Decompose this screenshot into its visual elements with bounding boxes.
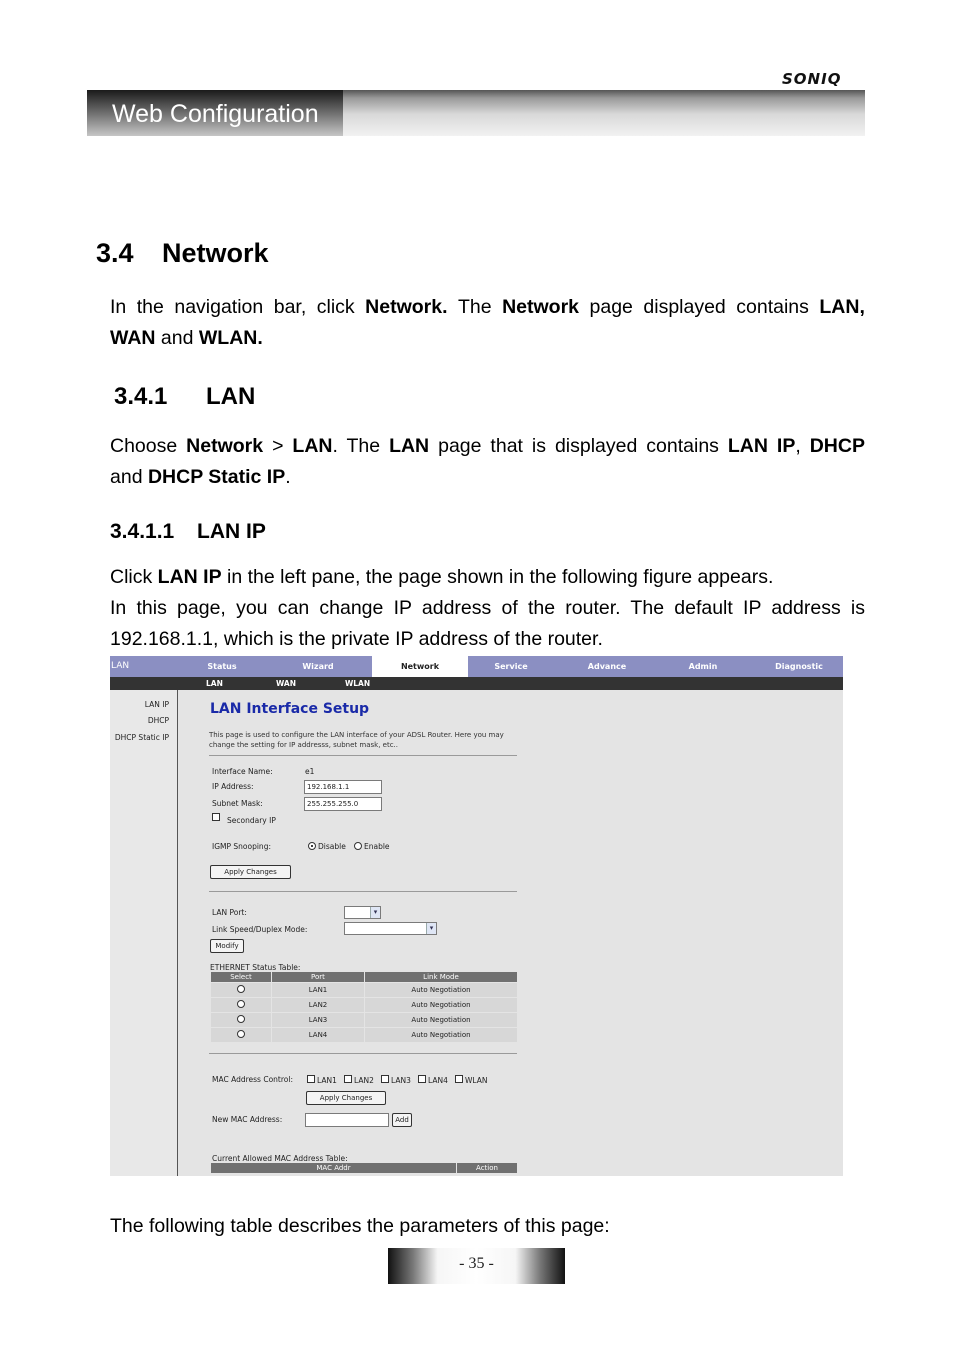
secondary-ip-checkbox[interactable] — [212, 813, 220, 821]
subsection-heading — [114, 383, 255, 411]
link-mode-cell: Auto Negotiation — [365, 1013, 518, 1028]
brand-logo: SONIQ — [782, 70, 842, 88]
lanip-line-3: 192.168.1.1, which is the private IP address of the router. — [110, 628, 603, 650]
mac-lan2-checkbox[interactable] — [344, 1075, 352, 1083]
ip-address-input[interactable]: 192.168.1.1 — [304, 780, 382, 794]
subsubsection-title: LAN IP — [197, 520, 266, 543]
eth-table-title: ETHERNET Status Table: — [210, 963, 301, 972]
router-tab-network[interactable]: Network — [372, 656, 468, 677]
chevron-down-icon: ▾ — [370, 907, 380, 918]
router-tab-admin[interactable]: Admin — [688, 662, 718, 671]
divider — [209, 891, 517, 892]
interface-name-value: e1 — [305, 767, 315, 776]
secondary-ip-label: Secondary IP — [227, 816, 276, 825]
eth-header-port: Port — [272, 972, 365, 983]
igmp-label: IGMP Snooping: — [212, 842, 271, 851]
router-content — [179, 690, 843, 1176]
mac-lan4-label: LAN4 — [428, 1076, 448, 1085]
modify-button[interactable]: Modify — [210, 939, 244, 953]
lan-port-select[interactable] — [344, 906, 381, 919]
interface-name-label: Interface Name: — [212, 767, 273, 776]
link-mode-label: Link Speed/Duplex Mode: — [212, 925, 308, 934]
divider — [209, 1053, 517, 1054]
link-mode-cell: Auto Negotiation — [365, 1028, 518, 1043]
ip-address-label: IP Address: — [212, 782, 254, 791]
mac-lan3-checkbox[interactable] — [381, 1075, 389, 1083]
select-radio[interactable] — [237, 1015, 245, 1023]
lan-port-label: LAN Port: — [212, 908, 247, 917]
igmp-enable-radio[interactable] — [354, 842, 362, 850]
subsection-title: LAN — [206, 383, 256, 410]
mac-wlan-label: WLAN — [465, 1076, 488, 1085]
intro-line-2: WAN and WLAN. — [110, 327, 263, 349]
igmp-disable-radio[interactable] — [308, 842, 316, 850]
add-button[interactable]: Add — [392, 1113, 412, 1127]
select-radio[interactable] — [237, 1030, 245, 1038]
lan-line-1: Choose Network > LAN. The LAN page that is displayed contains LAN IP, DHCP — [110, 435, 865, 457]
mac-lan4-checkbox[interactable] — [418, 1075, 426, 1083]
router-tab-diagnostic[interactable]: Diagnostic — [775, 662, 823, 671]
router-screenshot — [110, 656, 843, 1176]
router-sub-nav — [110, 677, 843, 690]
table-row — [211, 1028, 518, 1043]
router-tab-wizard[interactable]: Wizard — [302, 662, 334, 671]
page-footer — [388, 1248, 565, 1284]
mac-apply-changes-button[interactable]: Apply Changes — [306, 1091, 386, 1105]
table-row — [211, 998, 518, 1013]
left-link-dhcp-static-ip[interactable]: DHCP Static IP — [114, 733, 169, 742]
select-radio[interactable] — [237, 1000, 245, 1008]
mac-control-label: MAC Address Control: — [212, 1075, 293, 1084]
router-tab-service[interactable]: Service — [494, 662, 528, 671]
subsubsection-number: 3.4.1.1 — [110, 520, 175, 543]
new-mac-label: New MAC Address: — [212, 1115, 283, 1124]
router-tab-advance[interactable]: Advance — [587, 662, 627, 671]
mac-wlan-checkbox[interactable] — [455, 1075, 463, 1083]
subsection-number: 3.4.1 — [114, 383, 168, 410]
apply-changes-button[interactable]: Apply Changes — [210, 865, 291, 879]
section-number: 3.4 — [96, 238, 134, 268]
closing-line: The following table describes the parameters of this page: — [110, 1215, 610, 1237]
lanip-paragraph — [110, 562, 865, 655]
lanip-line-2: In this page, you can change IP address of the router. The default IP address is — [110, 597, 865, 619]
router-page-description: This page is used to configure the LAN interface of your ADSL Router. Here you may change the setting for IP addresss, subnet mask, etc.. — [209, 731, 504, 749]
port-cell: LAN1 — [272, 983, 365, 998]
table-row — [211, 983, 518, 998]
igmp-enable-label: Enable — [364, 842, 390, 851]
section-title: Network — [162, 238, 269, 268]
subsubsection-heading — [110, 520, 266, 544]
link-mode-cell: Auto Negotiation — [365, 998, 518, 1013]
subnet-mask-label: Subnet Mask: — [212, 799, 263, 808]
mac-lan3-label: LAN3 — [391, 1076, 411, 1085]
left-link-lan-ip[interactable]: LAN IP — [144, 700, 169, 709]
router-subtab-lan[interactable]: LAN — [206, 679, 223, 688]
left-link-dhcp[interactable]: DHCP — [147, 716, 169, 725]
ethernet-status-table — [210, 971, 518, 1043]
section-heading — [96, 238, 269, 269]
chevron-down-icon: ▾ — [426, 923, 436, 934]
mac-table-title: Current Allowed MAC Address Table: — [212, 1154, 348, 1163]
mac-lan1-checkbox[interactable] — [307, 1075, 315, 1083]
router-page-title: LAN Interface Setup — [210, 701, 370, 717]
intro-line-1: In the navigation bar, click Network. The Network page displayed contains LAN, — [110, 296, 865, 318]
port-cell: LAN4 — [272, 1028, 365, 1043]
port-cell: LAN2 — [272, 998, 365, 1013]
new-mac-input[interactable] — [305, 1113, 389, 1127]
intro-paragraph — [110, 292, 865, 354]
link-mode-select[interactable] — [344, 922, 437, 935]
subnet-mask-input[interactable]: 255.255.255.0 — [304, 797, 382, 811]
mac-header-action: Action — [457, 1163, 518, 1174]
section-header-title: Web Configuration — [112, 100, 319, 128]
eth-header-select: Select — [211, 972, 272, 983]
mac-address-table — [210, 1162, 518, 1174]
port-cell: LAN3 — [272, 1013, 365, 1028]
closing-paragraph — [110, 1211, 865, 1242]
select-radio[interactable] — [237, 985, 245, 993]
mac-lan2-label: LAN2 — [354, 1076, 374, 1085]
router-subtab-wan[interactable]: WAN — [276, 679, 297, 688]
router-subtab-wlan[interactable]: WLAN — [345, 679, 371, 688]
router-top-nav — [110, 656, 843, 677]
eth-header-link-mode: Link Mode — [365, 972, 518, 983]
router-tab-status[interactable]: Status — [207, 662, 237, 671]
link-mode-cell: Auto Negotiation — [365, 983, 518, 998]
router-left-pane — [110, 690, 178, 1176]
mac-lan1-label: LAN1 — [317, 1076, 337, 1085]
mac-header-addr: MAC Addr — [211, 1163, 457, 1174]
lanip-line-1: Click LAN IP in the left pane, the page shown in the following figure appears. — [110, 566, 774, 588]
lan-paragraph — [110, 431, 865, 493]
router-current-page: LAN — [111, 661, 130, 671]
lan-line-2: and DHCP Static IP. — [110, 466, 291, 488]
igmp-disable-label: Disable — [318, 842, 346, 851]
table-row — [211, 1013, 518, 1028]
divider — [209, 755, 517, 756]
page-number: - 35 - — [459, 1255, 494, 1272]
